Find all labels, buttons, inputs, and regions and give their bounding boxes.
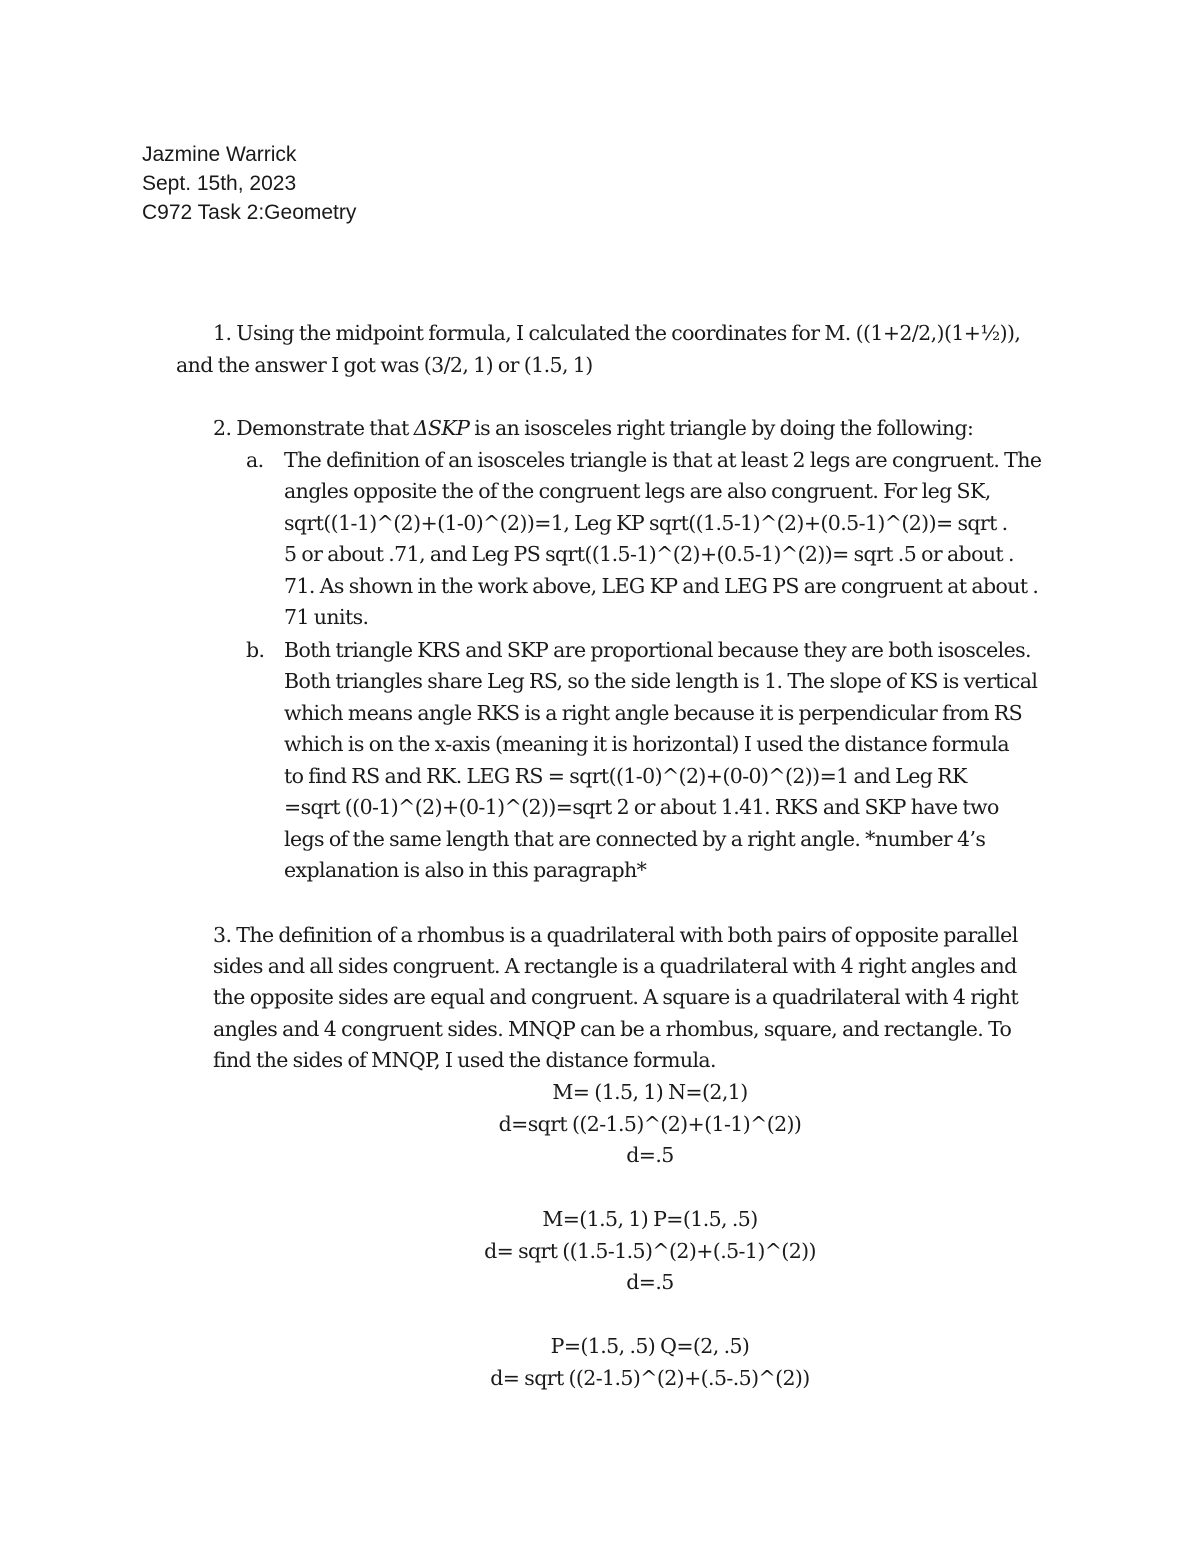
q2-b-line: Both triangles share Leg RS, so the side length is 1. The slope of KS is vertical	[284, 669, 1038, 693]
q3-line: the opposite sides are equal and congruent. A square is a quadrilateral with 4 right	[213, 985, 1019, 1009]
document-header	[142, 140, 356, 227]
q2-a-line: 71 units.	[284, 605, 369, 629]
document-date: Sept. 15th, 2023	[142, 172, 297, 195]
author-name: Jazmine Warrick	[142, 143, 297, 166]
q2-b-line: legs of the same length that are connected by a right angle. *number 4’s	[284, 827, 986, 851]
q1-line-2: and the answer I got was (3/2, 1) or (1.5, 1)	[176, 353, 593, 377]
q2-a-line: angles opposite the of the congruent legs are also congruent. For leg SK,	[284, 479, 991, 503]
q3-line: 3. The definition of a rhombus is a quadrilateral with both pairs of opposite parallel	[213, 923, 1018, 947]
calc-mp-points: M=(1.5, 1) P=(1.5, .5)	[542, 1207, 758, 1231]
q1-line-1: 1. Using the midpoint formula, I calculated the coordinates for M. ((1+2/2,)(1+½)),	[213, 321, 1021, 345]
q2-intro-suffix: is an isosceles right triangle by doing the following:	[469, 416, 974, 440]
q2-a-line: 5 or about .71, and Leg PS sqrt((1.5-1)^(2)+(0.5-1)^(2))= sqrt .5 or about .	[284, 542, 1014, 566]
calc-mn-points: M= (1.5, 1) N=(2,1)	[552, 1080, 748, 1104]
q3-line: sides and all sides congruent. A rectangle is a quadrilateral with 4 right angles and	[213, 954, 1017, 978]
q2-intro-prefix: 2. Demonstrate that	[213, 416, 414, 440]
q2-b-line: =sqrt ((0-1)^(2)+(0-1)^(2))=sqrt 2 or about 1.41. RKS and SKP have two	[284, 795, 999, 819]
q2-a-line: 71. As shown in the work above, LEG KP and LEG PS are congruent at about .	[284, 574, 1039, 598]
q2-b-line: which means angle RKS is a right angle because it is perpendicular from RS	[284, 701, 1023, 725]
q2-b-line: Both triangle KRS and SKP are proportional because they are both isosceles.	[284, 638, 1031, 662]
triangle-skp-symbol: ΔSKP	[413, 416, 470, 440]
course-title: C972 Task 2:Geometry	[142, 201, 357, 224]
q2-a-marker: a.	[246, 448, 264, 472]
calc-pq-points: P=(1.5, .5) Q=(2, .5)	[550, 1334, 750, 1358]
calc-pq-formula: d= sqrt ((2-1.5)^(2)+(.5-.5)^(2))	[490, 1366, 810, 1390]
q2-b-line: which is on the x-axis (meaning it is horizontal) I used the distance formula	[284, 732, 1009, 756]
q2-a-line: The definition of an isosceles triangle is that at least 2 legs are congruent. The	[284, 448, 1042, 472]
q2-a-line: sqrt((1-1)^(2)+(1-0)^(2))=1, Leg KP sqrt((1.5-1)^(2)+(0.5-1)^(2))= sqrt .	[284, 511, 1008, 535]
q2-b-marker: b.	[246, 638, 265, 662]
q2-b-line: explanation is also in this paragraph*	[284, 858, 647, 882]
calc-mp-formula: d= sqrt ((1.5-1.5)^(2)+(.5-1)^(2))	[484, 1239, 816, 1263]
calc-mn-formula: d=sqrt ((2-1.5)^(2)+(1-1)^(2))	[498, 1112, 802, 1136]
q2-b-line: to find RS and RK. LEG RS = sqrt((1-0)^(2)+(0-0)^(2))=1 and Leg RK	[284, 764, 967, 788]
q3-line: find the sides of MNQP, I used the distance formula.	[213, 1048, 716, 1072]
q3-line: angles and 4 congruent sides. MNQP can be a rhombus, square, and rectangle. To	[213, 1017, 1012, 1041]
q2-intro	[213, 413, 973, 445]
calc-mn-result: d=.5	[626, 1143, 674, 1167]
calc-mp-result: d=.5	[626, 1270, 674, 1294]
